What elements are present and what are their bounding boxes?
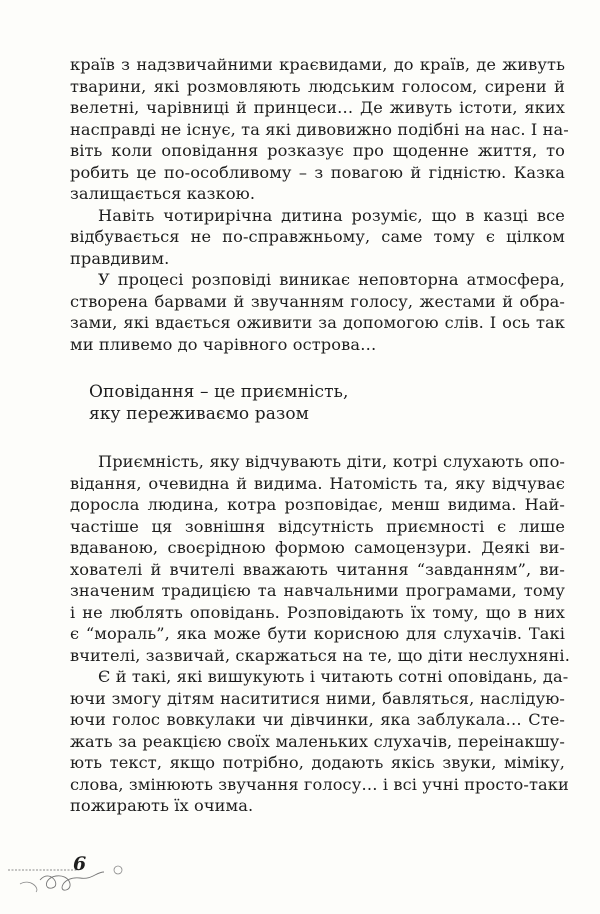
text-line: є “мораль”, яка може бути корисною для слухачів. Такі xyxy=(70,624,565,643)
page-body xyxy=(70,54,570,817)
paragraph xyxy=(70,54,569,205)
paragraph xyxy=(70,666,569,817)
heading-line: Оповідання – це приємність, xyxy=(89,382,349,402)
text-line: хователі й вчителі вважають читання “завданням”, ви- xyxy=(70,559,565,579)
text-line: вдаваною, своєрідною формою самоцензури. Деякі ви- xyxy=(70,538,565,557)
text-line: тварини, які розмовляють людським голосом, сирени й xyxy=(70,76,565,96)
text-line: залищається казкою. xyxy=(70,184,256,203)
text-line: значеним традицією та навчальними програмами, тому xyxy=(70,581,565,600)
text-line: створена барвами й звучанням голосу, жестами й обра- xyxy=(70,291,565,311)
page-number: 6 xyxy=(73,853,87,875)
text-line: вчителі, зазвичай, скаржаться на те, що діти неслухняні. xyxy=(70,645,570,665)
text-line: Навіть чотирирічна дитина розуміє, що в казці все xyxy=(98,205,565,225)
text-line: Приємність, яку відчувають діти, котрі слухають опо- xyxy=(98,452,565,471)
paragraphs-before-heading xyxy=(70,54,569,355)
text-line: ють текст, якщо потрібно, додають якісь звуки, міміку, xyxy=(70,753,565,772)
text-line: робить це по-особливому – з повагою й гідністю. Казка xyxy=(70,162,565,182)
paragraph xyxy=(70,269,565,355)
paragraph xyxy=(70,451,570,666)
text-line: пожирають їх очима. xyxy=(70,796,254,815)
swirl-ornament-icon xyxy=(0,858,140,898)
text-line: Є й такі, які вишукують і читають сотні оповідань, да- xyxy=(98,667,569,686)
text-line: велетні, чарівниці й принцеси… Де живуть істоти, яких xyxy=(70,98,565,117)
text-line: жать за реакцією своїх маленьких слухачів, переінакшу- xyxy=(70,731,565,751)
text-line: доросла людина, котра розповідає, менш видима. Най- xyxy=(70,495,565,514)
text-line: відання, очевидна й видима. Натомість та, яку відчуває xyxy=(70,473,565,493)
text-line: ючи змогу дітям насититися ними, бавляться, наслідую- xyxy=(70,688,565,708)
text-line: слова, змінюють звучання голосу… і всі учні просто-таки xyxy=(70,774,569,794)
paragraph xyxy=(70,205,565,270)
text-line: країв з надзвичайними краєвидами, до країв, де живуть xyxy=(70,55,565,74)
text-line: і не люблять оповідань. Розповідають їх тому, що в них xyxy=(70,602,565,622)
text-line: відбувається не по-справжньому, саме тому є цілком xyxy=(70,227,565,246)
text-line: насправді не існує, та які дивовижно подібні на нас. І на- xyxy=(70,119,569,139)
text-line: віть коли оповідання розказує про щоденне життя, то xyxy=(70,141,565,160)
paragraphs-after-heading xyxy=(70,451,570,817)
text-line: правдивим. xyxy=(70,248,170,268)
text-line: частіше ця зовнішня відсутність приємності є лише xyxy=(70,516,565,536)
section-heading xyxy=(89,382,565,425)
text-line: У процесі розповіді виникає неповторна атмосфера, xyxy=(98,270,565,289)
heading-line: яку переживаємо разом xyxy=(89,403,309,424)
text-line: ючи голос вовкулаки чи дівчинки, яка заблукала… Сте- xyxy=(70,710,565,729)
text-line: зами, які вдається оживити за допомогою слів. І ось так xyxy=(70,313,565,332)
text-line: ми пливемо до чарівного острова… xyxy=(70,334,377,354)
